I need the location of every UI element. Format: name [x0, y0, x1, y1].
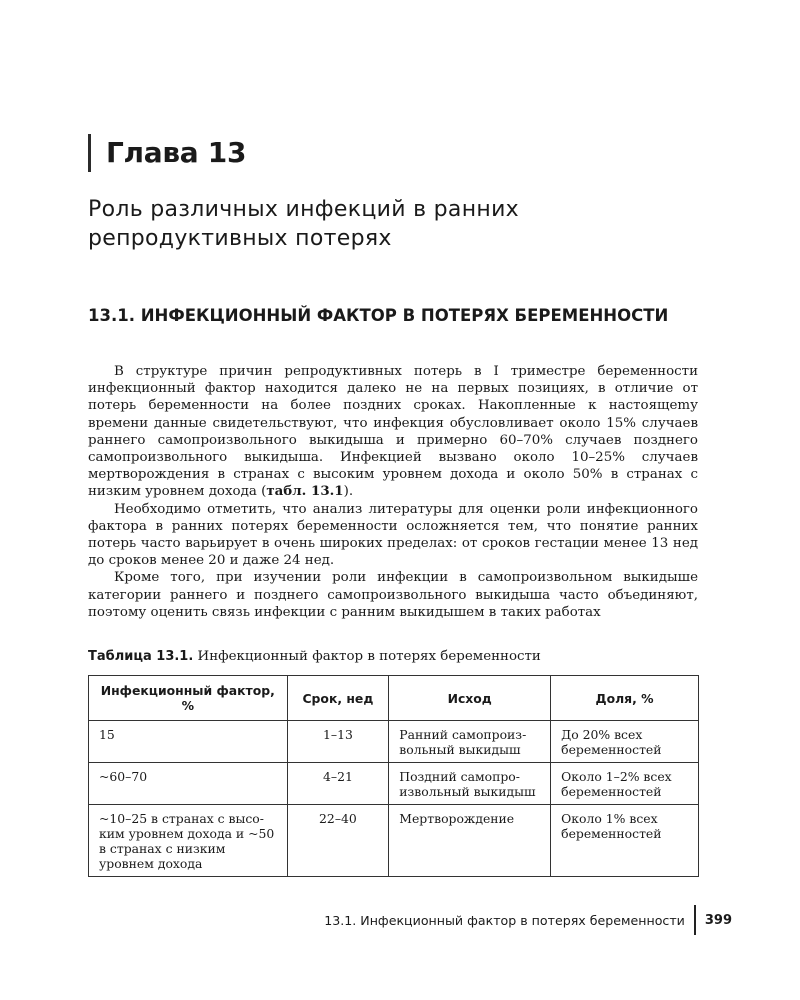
cell-share: Около 1–2% всех беременностей: [551, 763, 699, 805]
paragraph-3: Кроме того, при изучении роли инфекции в самопроизвольном выкидыше категории раннего и позднего самопроизвольного выкидыша часто объединяют, поэтому оценить связь инфекции с ранним выкидышем в таких работах: [88, 570, 698, 620]
table-caption: [88, 648, 541, 666]
cell-infection-factor: ~10–25 в странах с высоким уровнем дохода и ~50 в странах с низким уровнем дохода: [89, 805, 288, 877]
table-reference: табл. 13.1: [266, 483, 344, 500]
cell-term: 1–13: [287, 721, 389, 763]
table-row: [89, 721, 699, 763]
cell-term: 22–40: [287, 805, 389, 877]
paragraph-1-end: ).: [343, 484, 354, 500]
table-header-row: [89, 676, 699, 721]
infection-factor-table: [88, 675, 699, 877]
section-heading: 13.1. ИНФЕКЦИОННЫЙ ФАКТОР В ПОТЕРЯХ БЕРЕМЕННОСТИ: [88, 306, 669, 325]
cell-outcome: Мертворождение: [389, 805, 551, 877]
cell-term: 4–21: [287, 763, 389, 805]
table-row: [89, 805, 699, 877]
page-footer: [324, 905, 732, 935]
cell-outcome: Ранний самопроизвольный выкидыш: [389, 721, 551, 763]
header-outcome: Исход: [389, 676, 551, 721]
table-caption-text: Инфекционный фактор в потерях беременности: [193, 649, 541, 664]
page-number: 399: [704, 912, 732, 928]
cell-infection-factor: 15: [89, 721, 288, 763]
chapter-marker-bar: [88, 134, 91, 172]
cell-infection-factor: ~60–70: [89, 763, 288, 805]
paragraph-1-text: В структуре причин репродуктивных потерь в I триместре беременности инфекционный фактор находится далеко не на первых позициях, в отличие от потерь беременности на более поздних сроках. Накопленные к настоящеmу времени данные свидетельствуют, что инфекция обусловливает около 15% случаев раннего самопроизвольного выкидыша и примерно 60–70% случаев позднего самопроизвольного выкидыша. Инфекцией вызвано около 10–25% случаев мертворождения в странах с высоким уровнем дохода и около 50% в странах с низким уровнем дохода (: [88, 364, 698, 500]
table-caption-label: Таблица 13.1.: [88, 649, 194, 664]
body-text: [88, 363, 698, 621]
running-title: 13.1. Инфекционный фактор в потерях беременности: [324, 912, 685, 928]
cell-outcome: Поздний самопроизвольный выкидыш: [389, 763, 551, 805]
chapter-subtitle: Роль различных инфекций в ранних репродуктивных потерях: [88, 197, 519, 251]
chapter-title: Глава 13: [106, 136, 247, 169]
header-term: Срок, нед: [287, 676, 389, 721]
header-infection-factor: Инфекционный фактор, %: [89, 676, 288, 721]
table-row: [89, 763, 699, 805]
paragraph-1: [88, 363, 698, 501]
cell-share: Около 1% всех беременностей: [551, 805, 699, 877]
paragraph-2: Необходимо отметить, что анализ литературы для оценки роли инфекционного фактора в ранних потерях беременности осложняется тем, что понятие ранних потерь часто варьирует в очень широких пределах: от сроков гестации менее 13 нед до сроков менее 20 и даже 24 нед.: [88, 501, 698, 569]
cell-share: До 20% всех беременностей: [551, 721, 699, 763]
header-share: Доля, %: [551, 676, 699, 721]
